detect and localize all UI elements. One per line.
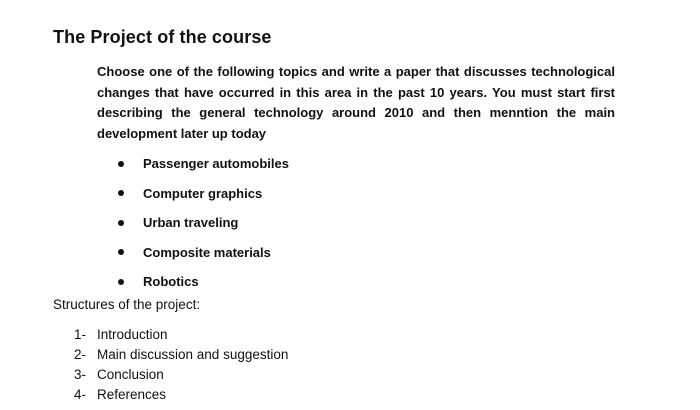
bullet-icon bbox=[118, 190, 124, 196]
item-number: 4- bbox=[74, 386, 87, 402]
topic-list bbox=[116, 149, 289, 297]
structure-list bbox=[74, 325, 288, 404]
list-item bbox=[74, 345, 288, 365]
instructions-paragraph: Choose one of the following topics and write a paper that discusses technological changes that have occurred in this area in the past 10 years. You must start first describing the general technology around 2010 and then menntion the main development later up today bbox=[97, 64, 615, 141]
list-item bbox=[116, 179, 289, 209]
list-item bbox=[74, 325, 288, 345]
list-item bbox=[116, 208, 289, 238]
topic-label: Robotics bbox=[143, 274, 199, 290]
topic-label: Computer graphics bbox=[143, 185, 263, 201]
bullet-icon bbox=[118, 220, 124, 226]
item-number: 3- bbox=[74, 366, 87, 382]
topic-label: Passenger automobiles bbox=[143, 156, 289, 172]
item-label: References bbox=[97, 386, 167, 402]
list-item bbox=[74, 365, 288, 385]
topic-label: Urban traveling bbox=[143, 215, 239, 231]
page-title: The Project of the course bbox=[53, 27, 272, 47]
list-item bbox=[74, 384, 288, 404]
bullet-icon bbox=[118, 249, 124, 255]
list-item bbox=[116, 267, 289, 297]
bullet-icon bbox=[118, 161, 124, 167]
item-number: 2- bbox=[74, 347, 87, 363]
list-item bbox=[116, 238, 289, 268]
topic-label: Composite materials bbox=[143, 244, 271, 260]
list-item bbox=[116, 149, 289, 179]
item-label: Conclusion bbox=[97, 366, 164, 382]
item-label: Main discussion and suggestion bbox=[97, 347, 289, 363]
structures-heading: Structures of the project: bbox=[53, 297, 201, 312]
item-label: Introduction bbox=[97, 327, 168, 343]
item-number: 1- bbox=[74, 327, 87, 343]
bullet-icon bbox=[118, 279, 124, 285]
